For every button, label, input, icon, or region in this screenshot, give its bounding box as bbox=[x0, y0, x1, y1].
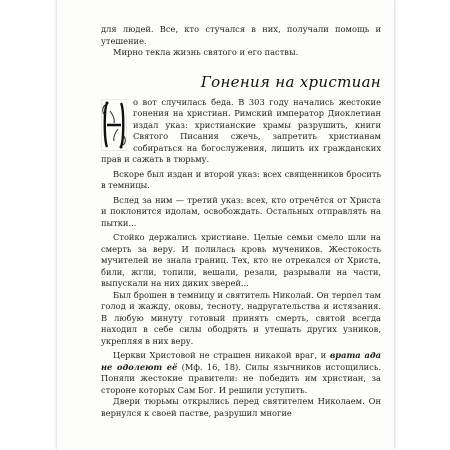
paragraph-5: Был брошен в темницу и святитель Николай. Он терпел там голод и жажду, оковы, тесноту, надругательства и истязания. В любую минуту готовый принять смерть, святой всегда находил в себе силы ободрять и утешать других узников, укрепляя в них веру. bbox=[101, 289, 381, 346]
scripture-quote: врата ада не одолеют её bbox=[101, 350, 381, 372]
paragraph-1 bbox=[101, 97, 381, 166]
drop-cap-letter: Н bbox=[109, 122, 119, 134]
page-text bbox=[101, 24, 381, 419]
paragraph-7: Двери тюрьмы открылись перед святителем Николаем. Он вернулся к своей пастве, разрушил многие bbox=[101, 396, 381, 418]
paragraph-4: Стойко держались христиане. Целые семьи смело шли на смерть за веру. И полилась кровь мучеников. Жестокость мучителей не знала границ. Тех, кто не отрекался от Христа, били, жгли, топили, вешали, резали, разрывали на части, выпускали на них диких зверей... bbox=[101, 232, 381, 288]
paragraph-top-1: для людей. Все, кто стучался в них, получали помощь и утешение. bbox=[101, 24, 381, 46]
paragraph-top-2: Мирно текла жизнь святого и его паствы. bbox=[113, 47, 299, 57]
book-page bbox=[57, 0, 394, 450]
paragraph-3: Вслед за ним — третий указ: всех, кто отречётся от Христа и поклонится идолам, освобождать. Остальных отправлять на пытки... bbox=[101, 194, 381, 228]
paragraph-2: Вскоре был издан и второй указ: всех священников бросить в темницы. bbox=[101, 168, 381, 190]
paragraph-1-text: о вот случилась беда. В 303 году начались жестокие гонения на христиан. Римский император Диоклетиан издал указ: христианские храмы разрушить, книги Святого Писания сжечь, запретить христианам собираться на богослужения, лишить их гражданских прав и сажать в тюрьму. bbox=[101, 96, 381, 164]
drop-cap-ornament-icon bbox=[101, 99, 127, 151]
paragraph-6-start: Церкви Христовой не страшен никакой враг, и bbox=[113, 350, 330, 360]
paragraph-6-end: (Мф. 16, 18). Силы язычников истощились. Поняли жестокие правители: не победить им христиан, за стороне которых Сам Бог. И решили уступить. bbox=[101, 361, 381, 395]
paragraph-6 bbox=[101, 350, 381, 396]
section-heading: Гонения на христиан bbox=[200, 72, 381, 91]
